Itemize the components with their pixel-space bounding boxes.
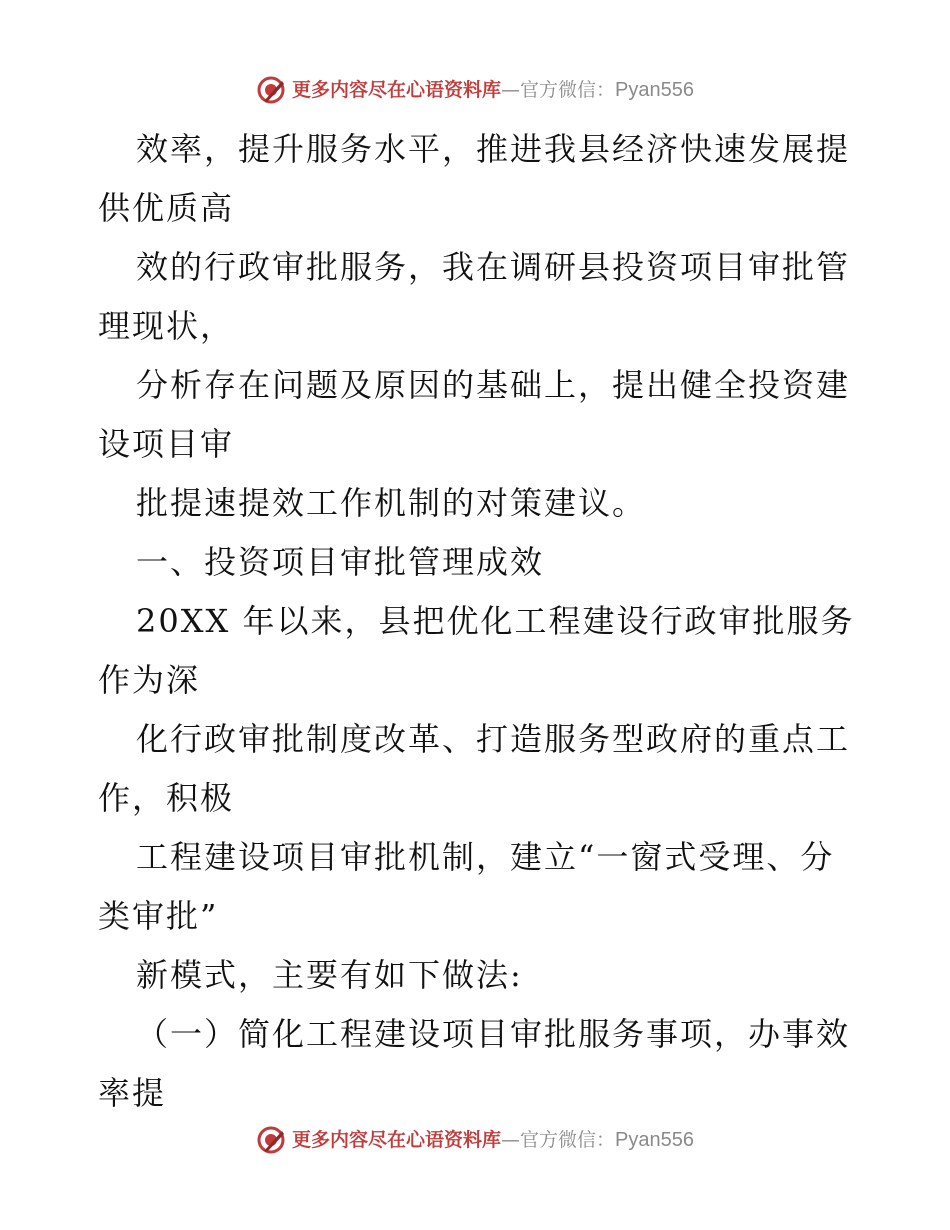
banner-separator: — bbox=[501, 1129, 521, 1151]
paragraph-line: 作为深 bbox=[98, 661, 201, 699]
document-body bbox=[98, 120, 858, 1123]
header-banner bbox=[0, 70, 950, 110]
paragraph-line: 批提速提效工作机制的对策建议。 bbox=[136, 484, 647, 522]
paragraph-line: 供优质高 bbox=[98, 189, 235, 227]
banner-wechat-label: 官方微信： bbox=[520, 79, 616, 101]
banner-wechat-label: 官方微信： bbox=[520, 1129, 616, 1151]
footer-banner-text bbox=[292, 1130, 694, 1150]
paragraph-line: 效的行政审批服务，我在调研县投资项目审批管 bbox=[136, 248, 851, 286]
banner-separator: — bbox=[501, 79, 521, 101]
paragraph-line: 20XX 年以来，县把优化工程建设行政审批服务 bbox=[136, 602, 855, 640]
paragraph-line: 作，积极 bbox=[98, 779, 235, 817]
quill-logo-icon bbox=[256, 75, 286, 105]
footer-banner bbox=[0, 1120, 950, 1160]
paragraph-line: 率提 bbox=[98, 1074, 167, 1112]
paragraph-line: 工程建设项目审批机制，建立“一窗式受理、分 bbox=[136, 838, 835, 876]
paragraph-line: 理现状， bbox=[98, 307, 235, 345]
banner-slogan: 更多内容尽在心语资料库 bbox=[292, 1129, 502, 1151]
banner-wechat-id: Pyan556 bbox=[615, 79, 694, 101]
banner-slogan: 更多内容尽在心语资料库 bbox=[292, 79, 502, 101]
paragraph-line: 分析存在问题及原因的基础上，提出健全投资建 bbox=[136, 366, 851, 404]
section-heading: 一、投资项目审批管理成效 bbox=[136, 543, 545, 581]
paragraph-line: 新模式，主要有如下做法: bbox=[136, 956, 523, 994]
paragraph-line: 效率，提升服务水平，推进我县经济快速发展提 bbox=[136, 130, 851, 168]
banner-wechat-id: Pyan556 bbox=[615, 1129, 694, 1151]
paragraph-line: 设项目审 bbox=[98, 425, 235, 463]
paragraph-line: 化行政审批制度改革、打造服务型政府的重点工 bbox=[136, 720, 851, 758]
paragraph-line: 类审批” bbox=[98, 897, 219, 935]
subsection-heading: （一）简化工程建设项目审批服务事项，办事效 bbox=[136, 1015, 851, 1053]
header-banner-text bbox=[292, 80, 694, 100]
quill-logo-icon bbox=[256, 1125, 286, 1155]
